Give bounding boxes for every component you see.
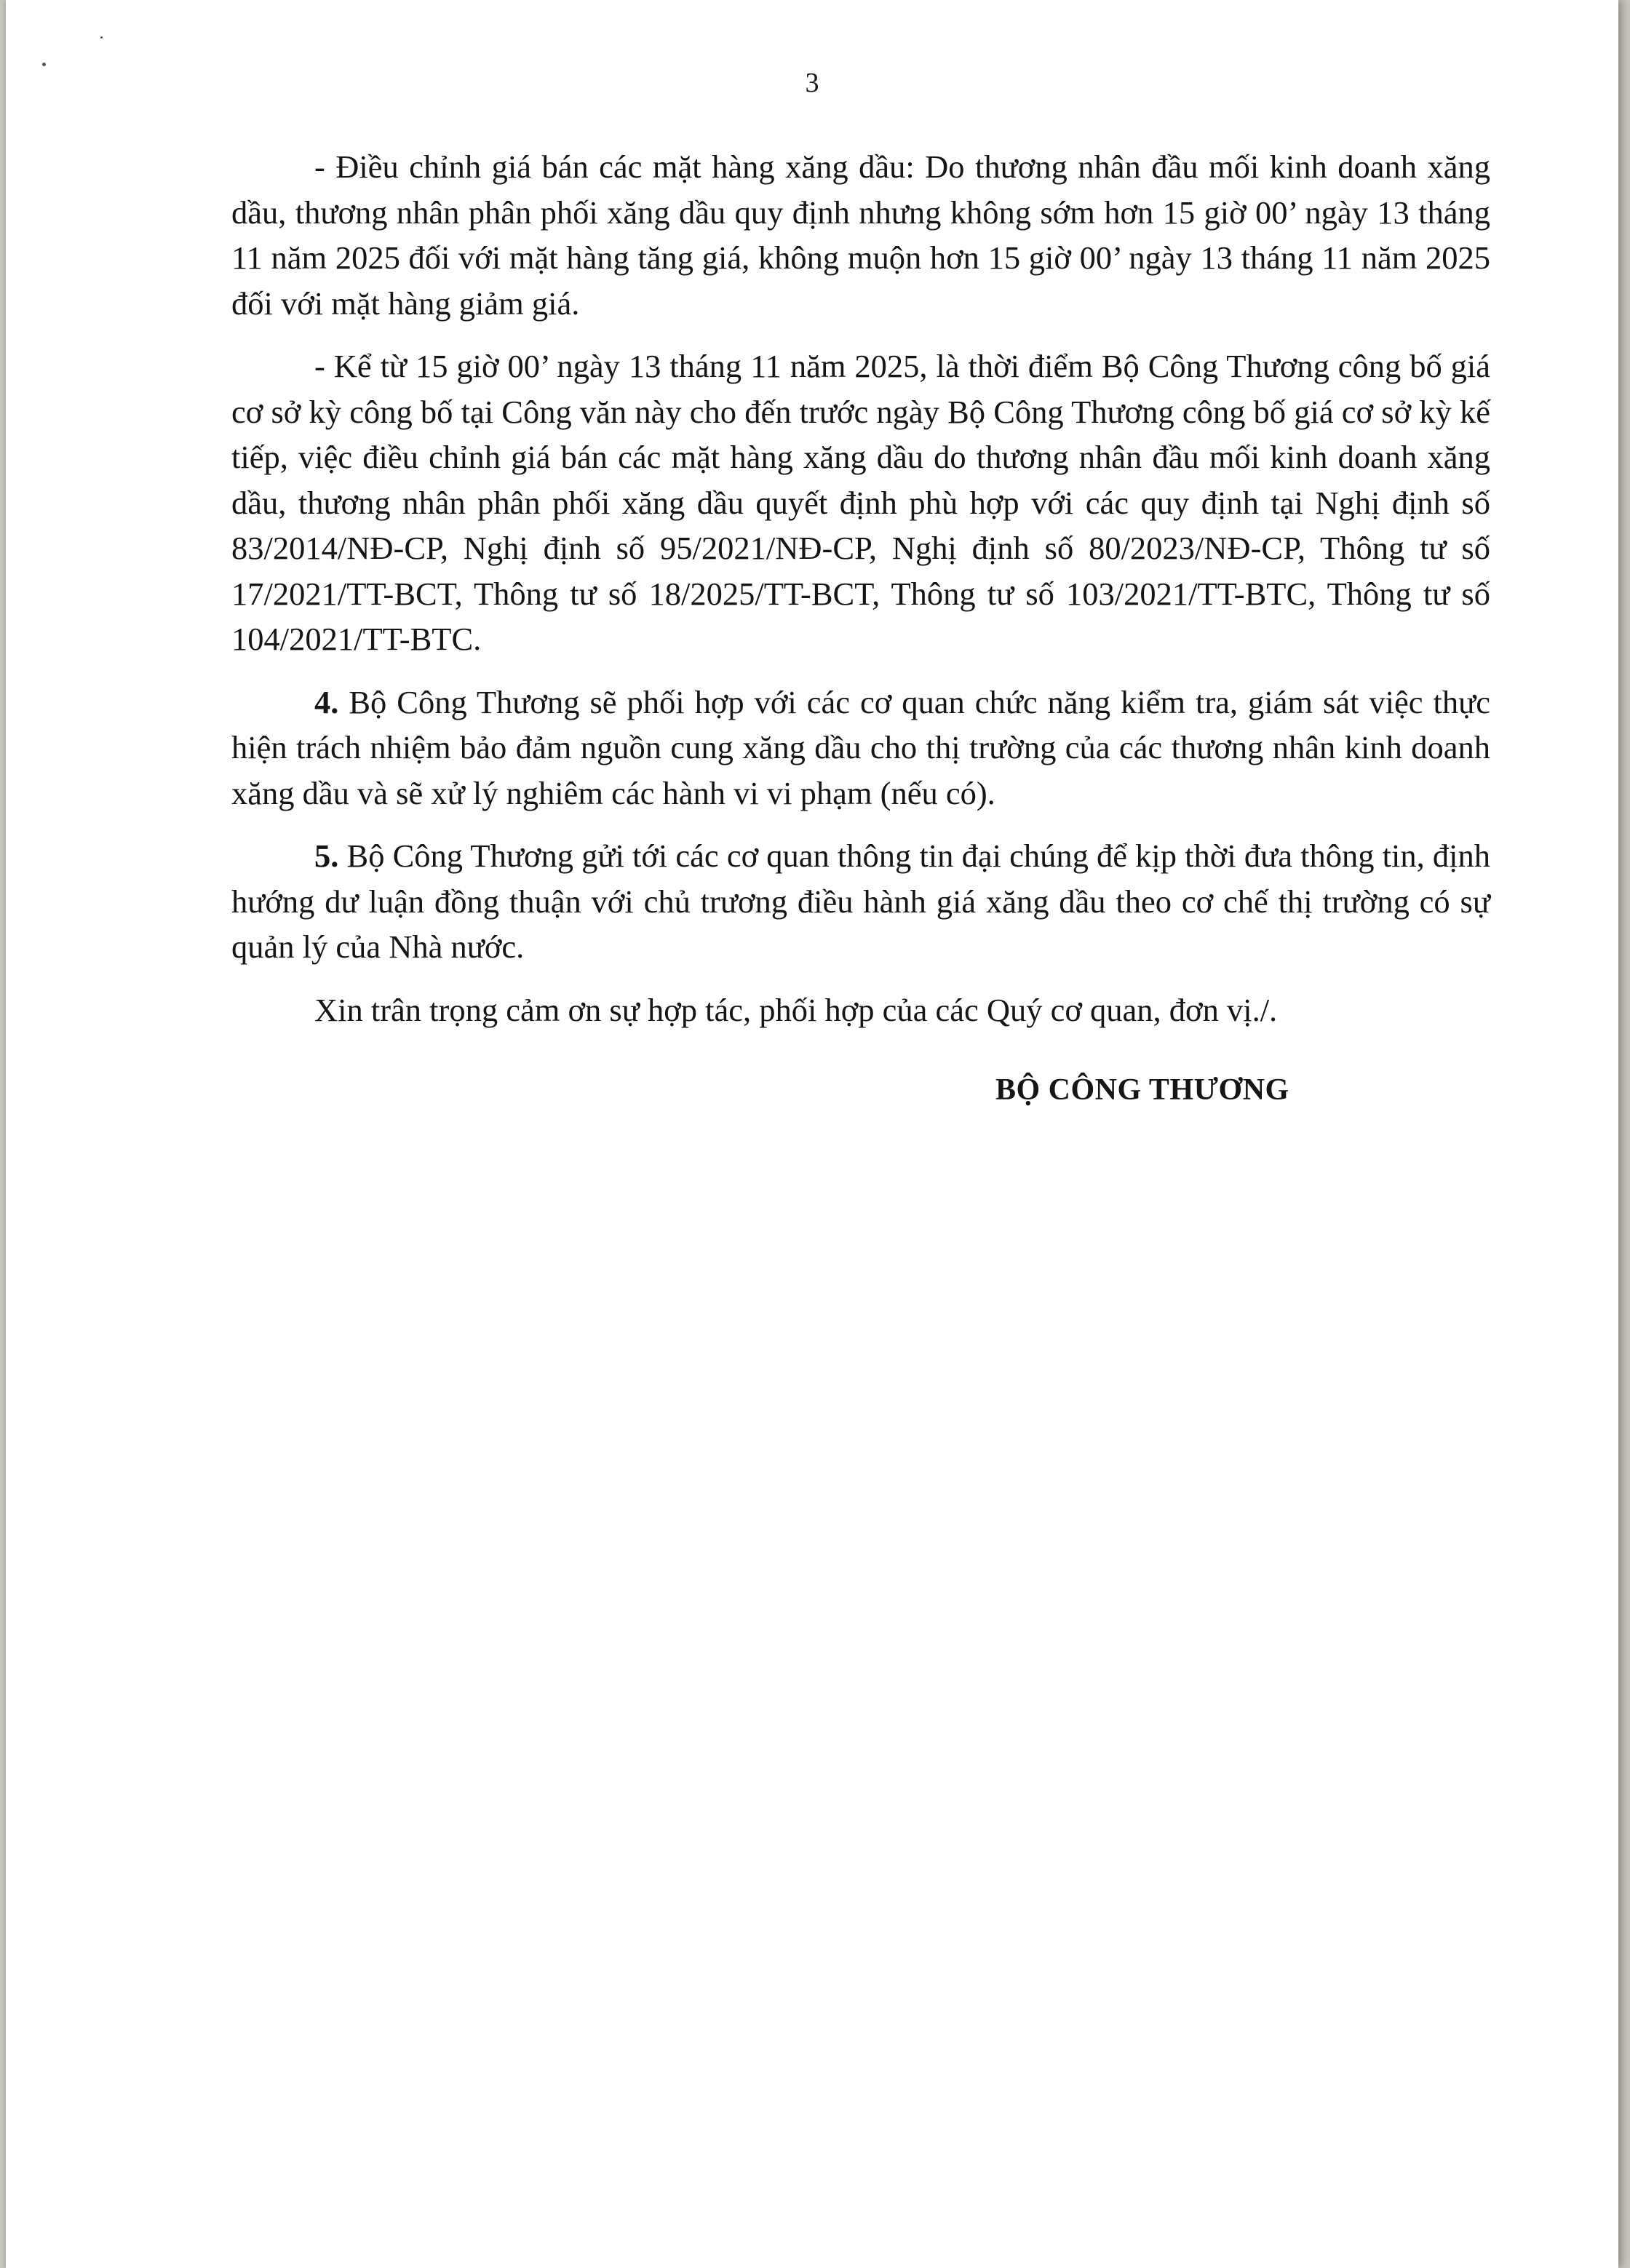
item-number: 4. bbox=[314, 683, 339, 720]
paragraph-price-effective-time bbox=[231, 343, 1490, 662]
scan-speck bbox=[100, 36, 103, 39]
paragraph-text: - Điều chỉnh giá bán các mặt hàng xăng dầu: Do thương nhân đầu mối kinh doanh xăng dầu, thương nhân phân phối xăng dầu quy định nhưng không sớm hơn 15 giờ 00’ ngày 13 tháng 11 năm 2025 đối với mặt hàng tăng giá, không muộn hơn 15 giờ 00’ ngày 13 tháng 11 năm 2025 đối với mặt hàng giảm giá. bbox=[231, 148, 1490, 322]
paragraph-price-adjustment bbox=[231, 144, 1490, 326]
paragraph-item-5 bbox=[231, 833, 1490, 970]
paragraph-text: Bộ Công Thương gửi tới các cơ quan thông tin đại chúng để kịp thời đưa thông tin, định hướng dư luận đồng thuận với chủ trương điều hành giá xăng dầu theo cơ chế thị trường có sự quản lý của Nhà nước. bbox=[231, 837, 1490, 965]
item-number: 5. bbox=[314, 837, 339, 874]
paragraph-item-4 bbox=[231, 680, 1490, 816]
paragraph-text: - Kể từ 15 giờ 00’ ngày 13 tháng 11 năm 2025, là thời điểm Bộ Công Thương công bố giá cơ sở kỳ công bố tại Công văn này cho đến trước ngày Bộ Công Thương công bố giá cơ sở kỳ kế tiếp, việc điều chỉnh giá bán các mặt hàng xăng dầu do thương nhân đầu mối kinh doanh xăng dầu, thương nhân phân phối xăng dầu quyết định phù hợp với các quy định tại Nghị định số 83/2014/NĐ-CP, Nghị định số 95/2021/NĐ-CP, Nghị định số 80/2023/NĐ-CP, Thông tư số 17/2021/TT-BCT, Thông tư số 18/2025/TT-BCT, Thông tư số 103/2021/TT-BTC, Thông tư số 104/2021/TT-BTC. bbox=[231, 348, 1490, 657]
page-number: 3 bbox=[805, 68, 819, 98]
paragraph-text: Bộ Công Thương sẽ phối hợp với các cơ quan chức năng kiểm tra, giám sát việc thực hiện trách nhiệm bảo đảm nguồn cung xăng dầu cho thị trường của các thương nhân kinh doanh xăng dầu và sẽ xử lý nghiêm các hành vi vi phạm (nếu có). bbox=[231, 683, 1490, 811]
signature-block: BỘ CÔNG THƯƠNG bbox=[995, 1073, 1289, 1107]
document-page bbox=[6, 0, 1618, 2268]
closing-line: Xin trân trọng cảm ơn sự hợp tác, phối hợp của các Quý cơ quan, đơn vị./. bbox=[314, 991, 1278, 1028]
scan-speck bbox=[42, 63, 46, 66]
document-body bbox=[231, 144, 1490, 1032]
